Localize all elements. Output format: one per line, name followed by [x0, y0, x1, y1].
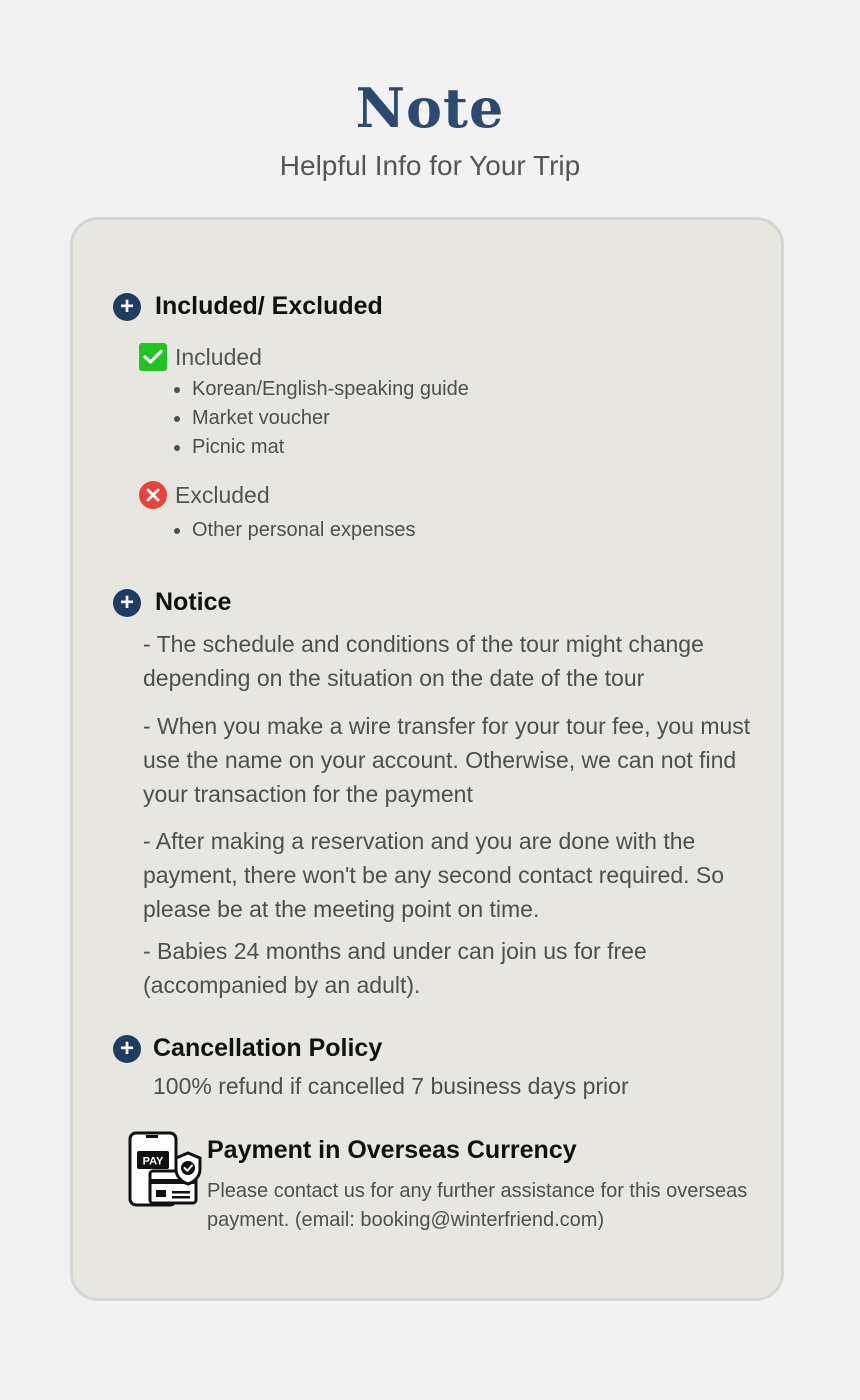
notice-paragraph: - The schedule and conditions of the tour might change depending on the situation on the date of the tour [143, 631, 704, 691]
page-title: Note [355, 76, 505, 140]
section-cancellation-header [113, 1034, 382, 1063]
checkmark-icon [139, 343, 167, 371]
excluded-list [172, 516, 415, 545]
mobile-payment-icon [128, 1131, 204, 1214]
section-included-excluded-header [113, 292, 383, 321]
page-subtitle: Helpful Info for Your Trip [279, 150, 581, 181]
excluded-label: Excluded [175, 481, 270, 508]
payment-text: Please contact us for any further assistance for this overseas payment. (email: booking@winterfriend.com) [207, 1180, 748, 1231]
included-label: Included [175, 343, 262, 370]
section-title: Cancellation Policy [153, 1034, 383, 1062]
info-card [70, 217, 784, 1301]
plus-circle-icon: + [113, 293, 141, 321]
notice-paragraph: - Babies 24 months and under can join us for free (accompanied by an adult). [143, 938, 647, 998]
section-notice-header [113, 588, 231, 617]
plus-circle-icon: + [113, 589, 141, 617]
list-item: • Market voucher [192, 404, 469, 433]
plus-circle-icon: + [113, 1035, 141, 1063]
included-header [139, 343, 262, 371]
list-item: • Korean/English-speaking guide [192, 375, 469, 404]
section-title: Notice [155, 588, 232, 616]
list-item: • Picnic mat [192, 433, 469, 462]
excluded-header [139, 481, 270, 509]
notice-paragraph: - When you make a wire transfer for your tour fee, you must use the name on your account. Otherwise, we can not find your transaction for the payment [143, 713, 751, 807]
section-title: Included/ Excluded [155, 292, 383, 320]
included-list [172, 375, 469, 462]
x-circle-icon [139, 481, 167, 509]
svg-text:PAY: PAY [142, 1155, 164, 1168]
list-item: • Other personal expenses [192, 516, 415, 545]
notice-paragraph: - After making a reservation and you are done with the payment, there won't be any second contact required. So please be at the meeting point on time. [143, 828, 725, 922]
payment-heading: Payment in Overseas Currency [207, 1136, 577, 1164]
cancellation-text: 100% refund if cancelled 7 business days prior [153, 1073, 629, 1099]
